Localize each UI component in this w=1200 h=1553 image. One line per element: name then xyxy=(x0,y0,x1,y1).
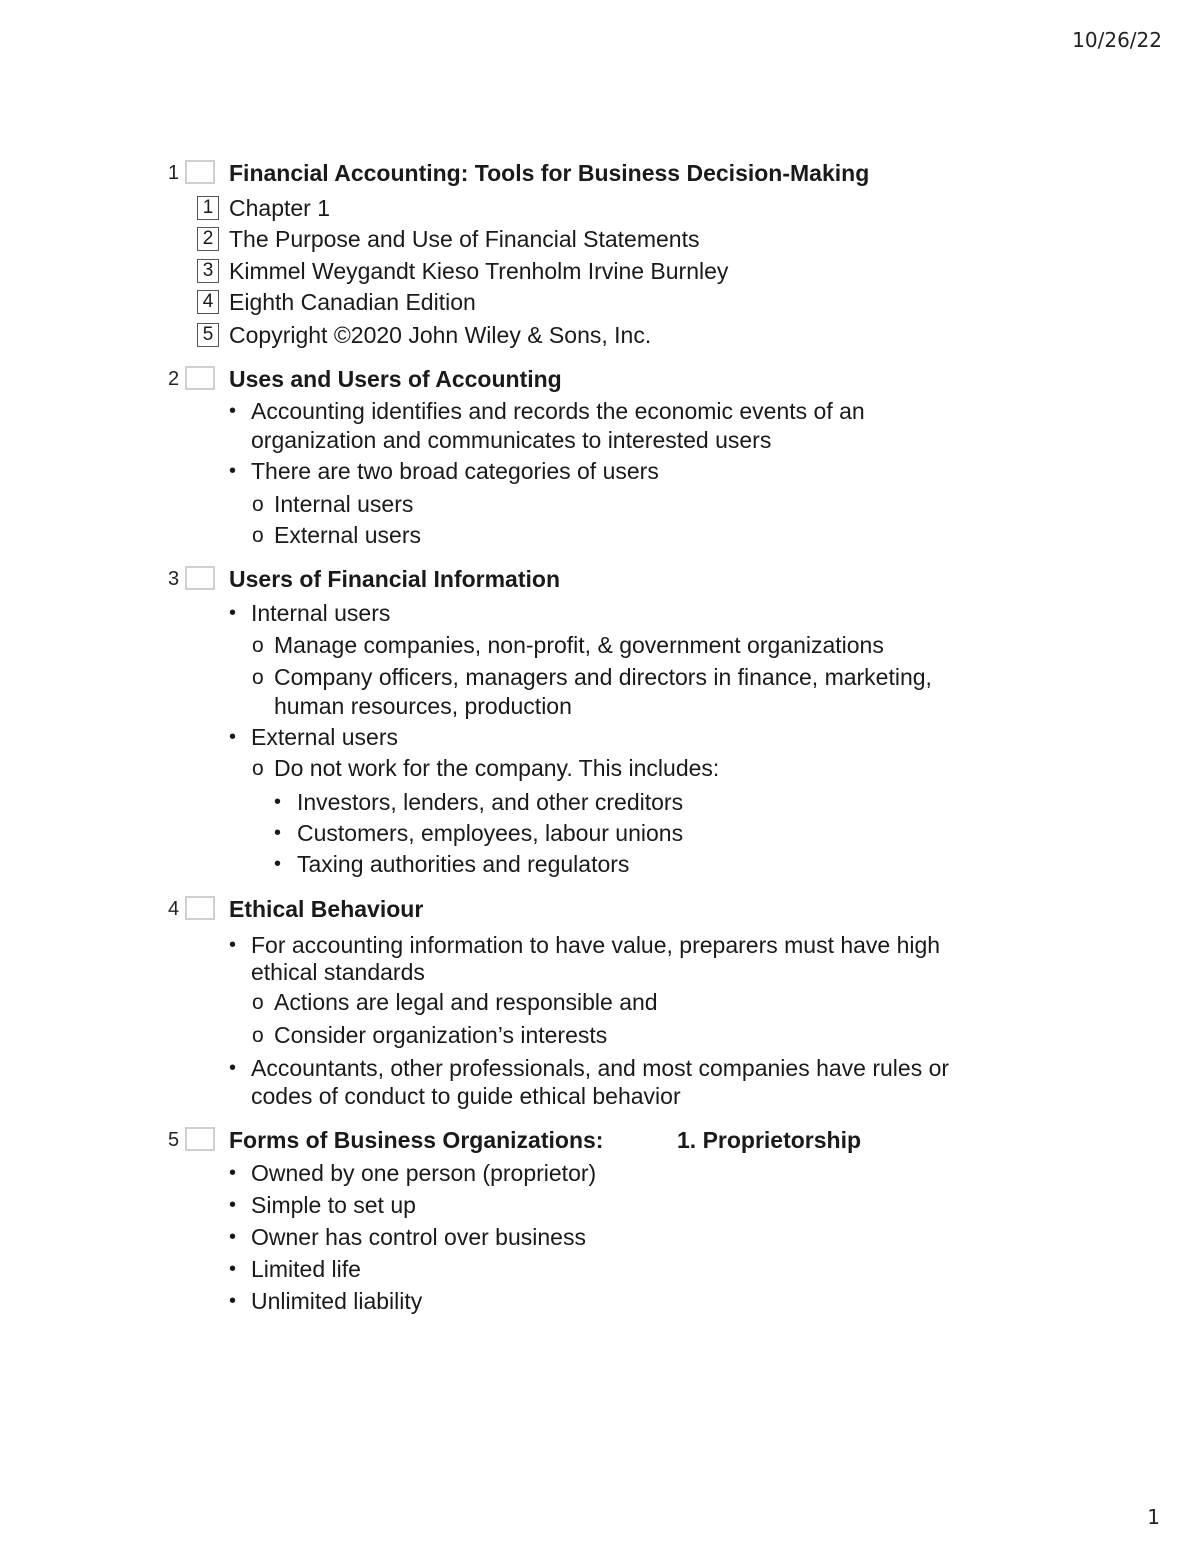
bullet-text: External users xyxy=(251,724,399,750)
bullet-text: Owner has control over business xyxy=(251,1224,586,1250)
sub-bullet-icon: o xyxy=(252,493,264,516)
sub-bullet-text: Actions are legal and responsible and xyxy=(274,989,658,1015)
slide-number: 3 xyxy=(168,568,180,590)
slide-thumbnail xyxy=(185,1127,215,1151)
bullet-icon: • xyxy=(229,1194,237,1216)
line-number-box: 5 xyxy=(197,323,219,347)
line-number-box: 4 xyxy=(197,290,219,314)
page-number: 1 xyxy=(1147,1505,1160,1529)
sub-bullet-icon: o xyxy=(252,666,264,689)
sub-bullet-text: Do not work for the company. This includes: xyxy=(274,755,720,781)
bullet-icon: • xyxy=(229,934,237,956)
slide-thumbnail xyxy=(185,566,215,590)
slide-title: Financial Accounting: Tools for Business Decision-Making xyxy=(229,160,870,186)
sub-bullet-text-cont: human resources, production xyxy=(274,693,572,719)
line-number-box: 3 xyxy=(197,259,219,283)
slide-thumbnail xyxy=(185,896,215,920)
line-number-box: 2 xyxy=(197,227,219,251)
bullet-text: Accountants, other professionals, and most companies have rules or xyxy=(251,1055,950,1081)
sub-bullet-text: Company officers, managers and directors in finance, marketing, xyxy=(274,664,932,690)
sub-bullet-text: Consider organization’s interests xyxy=(274,1022,608,1048)
bullet-text: Limited life xyxy=(251,1256,361,1282)
bullet-icon: • xyxy=(274,791,282,813)
bullet-text: Simple to set up xyxy=(251,1192,416,1218)
slide-title: Uses and Users of Accounting xyxy=(229,366,562,392)
line-number-box: 1 xyxy=(197,196,219,220)
slide-number: 4 xyxy=(168,898,180,920)
slide-number: 5 xyxy=(168,1129,180,1151)
bullet-icon: • xyxy=(229,726,237,748)
bullet-icon: • xyxy=(274,822,282,844)
sub-bullet-icon: o xyxy=(252,1024,264,1047)
bullet-icon: • xyxy=(229,1057,237,1079)
sub-bullet-icon: o xyxy=(252,991,264,1014)
slide-number: 2 xyxy=(168,368,180,390)
slide-title: Forms of Business Organizations: xyxy=(229,1127,604,1153)
slide-title-right: 1. Proprietorship xyxy=(677,1127,862,1153)
sub-sub-bullet-text: Investors, lenders, and other creditors xyxy=(297,789,684,815)
bullet-text: For accounting information to have value, preparers must have high xyxy=(251,932,941,958)
slide-thumbnail xyxy=(185,366,215,390)
bullet-text: Internal users xyxy=(251,600,391,626)
slide-line: Chapter 1 xyxy=(229,195,331,221)
bullet-text: Unlimited liability xyxy=(251,1288,423,1314)
bullet-icon: • xyxy=(229,1258,237,1280)
bullet-text: Accounting identifies and records the economic events of an xyxy=(251,398,865,424)
slide-line: Copyright ©2020 John Wiley & Sons, Inc. xyxy=(229,322,652,348)
bullet-icon: • xyxy=(229,602,237,624)
sub-bullet-text: Manage companies, non-profit, & government organizations xyxy=(274,632,884,658)
bullet-text-cont: organization and communicates to interested users xyxy=(251,427,772,453)
bullet-text-cont: ethical standards xyxy=(251,959,425,985)
bullet-text-cont: codes of conduct to guide ethical behavior xyxy=(251,1083,681,1109)
slide-title: Ethical Behaviour xyxy=(229,896,424,922)
bullet-icon: • xyxy=(274,853,282,875)
bullet-text: Owned by one person (proprietor) xyxy=(251,1160,597,1186)
sub-bullet-icon: o xyxy=(252,524,264,547)
slide-line: Kimmel Weygandt Kieso Trenholm Irvine Burnley xyxy=(229,258,729,284)
slide-title: Users of Financial Information xyxy=(229,566,560,592)
bullet-icon: • xyxy=(229,460,237,482)
bullet-icon: • xyxy=(229,1162,237,1184)
bullet-icon: • xyxy=(229,400,237,422)
sub-bullet-text: External users xyxy=(274,522,422,548)
slide-line: Eighth Canadian Edition xyxy=(229,289,476,315)
print-date: 10/26/22 xyxy=(1072,28,1162,52)
sub-sub-bullet-text: Customers, employees, labour unions xyxy=(297,820,684,846)
bullet-icon: • xyxy=(229,1290,237,1312)
sub-bullet-icon: o xyxy=(252,634,264,657)
slide-thumbnail xyxy=(185,160,215,184)
slide-line: The Purpose and Use of Financial Statements xyxy=(229,226,700,252)
bullet-icon: • xyxy=(229,1226,237,1248)
bullet-text: There are two broad categories of users xyxy=(251,458,659,484)
slide-number: 1 xyxy=(168,162,180,184)
sub-sub-bullet-text: Taxing authorities and regulators xyxy=(297,851,630,877)
sub-bullet-text: Internal users xyxy=(274,491,414,517)
sub-bullet-icon: o xyxy=(252,757,264,780)
